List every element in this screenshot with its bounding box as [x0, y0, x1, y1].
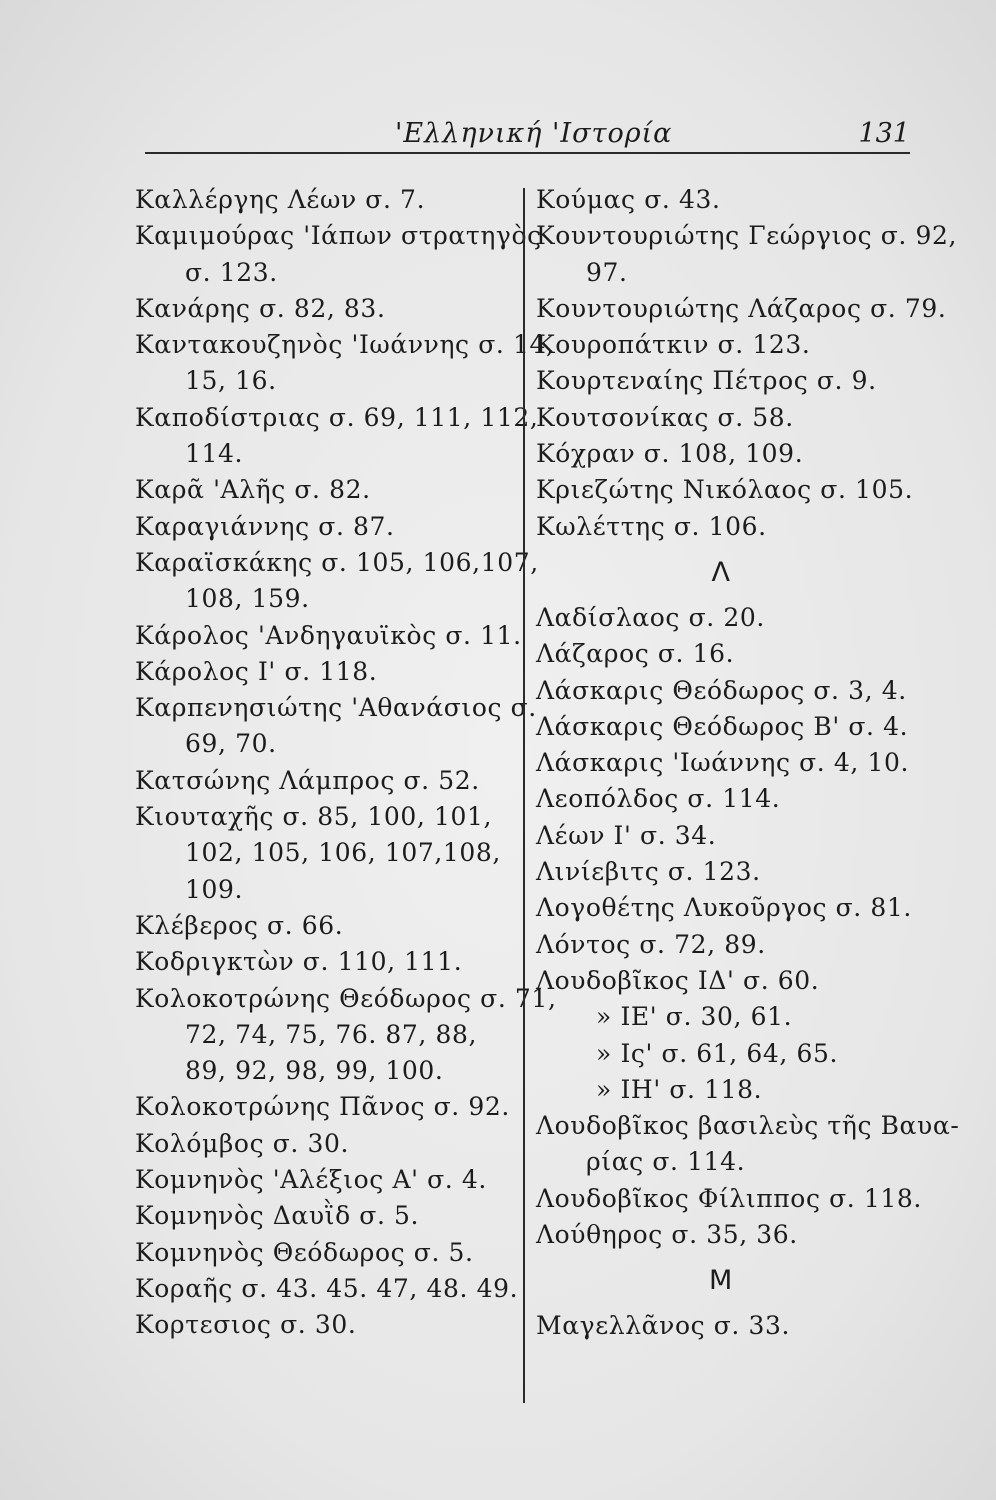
index-entry: Λάσκαρις 'Ιωάννης σ. 4, 10. — [536, 748, 910, 778]
index-entry-continuation: 15, 16. — [185, 366, 277, 396]
index-entry: Κολοκοτρώνης Πᾶνος σ. 92. — [135, 1092, 510, 1122]
index-entry: Λάζαρος σ. 16. — [536, 639, 735, 669]
index-entry-continuation: 89, 92, 98, 99, 100. — [185, 1056, 444, 1086]
index-entry: Κουρτεναίης Πέτρος σ. 9. — [536, 366, 877, 396]
index-entry: Κομνηνὸς 'Αλέξιος Α' σ. 4. — [135, 1165, 487, 1195]
index-entry: Κατσώνης Λάμπρος σ. 52. — [135, 765, 480, 795]
index-entry: Κανάρης σ. 82, 83. — [135, 293, 386, 323]
index-entry-continuation: » ΙΕ' σ. 30, 61. — [596, 1002, 793, 1032]
header-rule — [145, 152, 910, 154]
index-entry: Λουδοβῖκος ΙΔ' σ. 60. — [536, 965, 820, 995]
index-entry: Κολόμβος σ. 30. — [135, 1128, 350, 1158]
index-entry: Κοραῆς σ. 43. 45. 47, 48. 49. — [135, 1273, 519, 1303]
index-entry-continuation: 108, 159. — [185, 584, 310, 614]
index-entry: Λουδοβῖκος Φίλιππος σ. 118. — [536, 1183, 922, 1213]
index-entry-continuation: » ΙΗ' σ. 118. — [596, 1074, 763, 1104]
index-entry: Κουντουριώτης Γεώργιος σ. 92, — [536, 221, 958, 251]
index-entry: Κάρολος Ι' σ. 118. — [135, 656, 378, 686]
index-entry: Καρπενησιώτης 'Αθανάσιος σ. — [135, 693, 537, 723]
page-number: 131 — [858, 118, 910, 149]
section-letter-heading: Λ — [711, 556, 731, 588]
index-entry: Κωλέττης σ. 106. — [536, 511, 767, 541]
index-entry: Λαδίσλαος σ. 20. — [536, 602, 765, 632]
index-entry: Λάσκαρις Θεόδωρος Β' σ. 4. — [536, 711, 909, 741]
index-column-right — [536, 182, 960, 1345]
index-entry-continuation: 72, 74, 75, 76. 87, 88, — [185, 1019, 478, 1049]
index-entry: Κριεζώτης Νικόλαος σ. 105. — [536, 475, 914, 505]
index-entry: Λουδοβῖκος βασιλεὺς τῆς Βαυα- — [536, 1111, 960, 1141]
index-entry: Μαγελλᾶνος σ. 33. — [536, 1311, 791, 1341]
section-letter-heading: Μ — [709, 1265, 733, 1297]
index-entry: Λούθηρος σ. 35, 36. — [536, 1220, 798, 1250]
index-entry: Κόχραν σ. 108, 109. — [536, 439, 804, 469]
index-entry: Λέων Ι' σ. 34. — [536, 820, 717, 850]
index-entry: Καραϊσκάκης σ. 105, 106,107, — [135, 547, 539, 577]
index-entry-continuation: 114. — [185, 439, 244, 469]
index-entry: Λάσκαρις Θεόδωρος σ. 3, 4. — [536, 675, 907, 705]
index-entry: Κλέβερος σ. 66. — [135, 910, 344, 940]
running-title: 'Ελληνική 'Ιστορία — [395, 118, 673, 149]
index-entry-continuation: σ. 123. — [185, 257, 278, 287]
index-entry: Καλλέργης Λέων σ. 7. — [135, 185, 426, 214]
index-entry: Κουντουριώτης Λάζαρος σ. 79. — [536, 293, 947, 323]
index-entry: Λινίεβιτς σ. 123. — [536, 857, 761, 887]
index-entry: Λογοθέτης Λυκοῦργος σ. 81. — [536, 893, 912, 923]
index-entry-continuation: » Ις' σ. 61, 64, 65. — [596, 1038, 839, 1068]
index-entry: Κάρολος 'Ανδηγαυϊκὸς σ. 11. — [135, 620, 522, 650]
index-entry: Κιουταχῆς σ. 85, 100, 101, — [135, 802, 493, 832]
index-entry: Καμιμούρας 'Ιάπων στρατηγὸς — [135, 221, 542, 251]
index-entry: Κορτεσιος σ. 30. — [135, 1310, 357, 1340]
index-entry: Κομνηνὸς Θεόδωρος σ. 5. — [135, 1237, 474, 1267]
index-entry-continuation: 97. — [586, 257, 628, 287]
index-entry: Λόντος σ. 72, 89. — [536, 929, 766, 959]
index-entry: Καρᾶ 'Αλῆς σ. 82. — [135, 475, 371, 505]
index-entry-continuation: 102, 105, 106, 107,108, — [185, 838, 501, 868]
index-entry: Λεοπόλδος σ. 114. — [536, 784, 781, 814]
column-divider — [523, 188, 525, 1403]
index-entry: Κούμας σ. 43. — [536, 185, 721, 214]
index-entry: Κολοκοτρώνης Θεόδωρος σ. 71, — [135, 983, 557, 1013]
index-entry: Κοδριγκτὼν σ. 110, 111. — [135, 947, 463, 977]
index-entry: Καντακουζηνὸς 'Ιωάννης σ. 14, — [135, 330, 555, 360]
index-entry: Καραγιάννης σ. 87. — [135, 511, 395, 541]
index-entry-continuation: 69, 70. — [185, 729, 277, 759]
index-entry-continuation: 109. — [185, 874, 244, 904]
page-header — [145, 118, 910, 156]
index-entry: Κουτσονίκας σ. 58. — [536, 402, 794, 432]
index-entry-continuation: ρίας σ. 114. — [586, 1147, 746, 1177]
index-entry: Καποδίστριας σ. 69, 111, 112, — [135, 402, 539, 432]
index-entry: Κομνηνὸς Δαυῒδ σ. 5. — [135, 1201, 420, 1231]
index-entry: Κουροπάτκιν σ. 123. — [536, 330, 811, 360]
index-column-left — [135, 182, 557, 1344]
